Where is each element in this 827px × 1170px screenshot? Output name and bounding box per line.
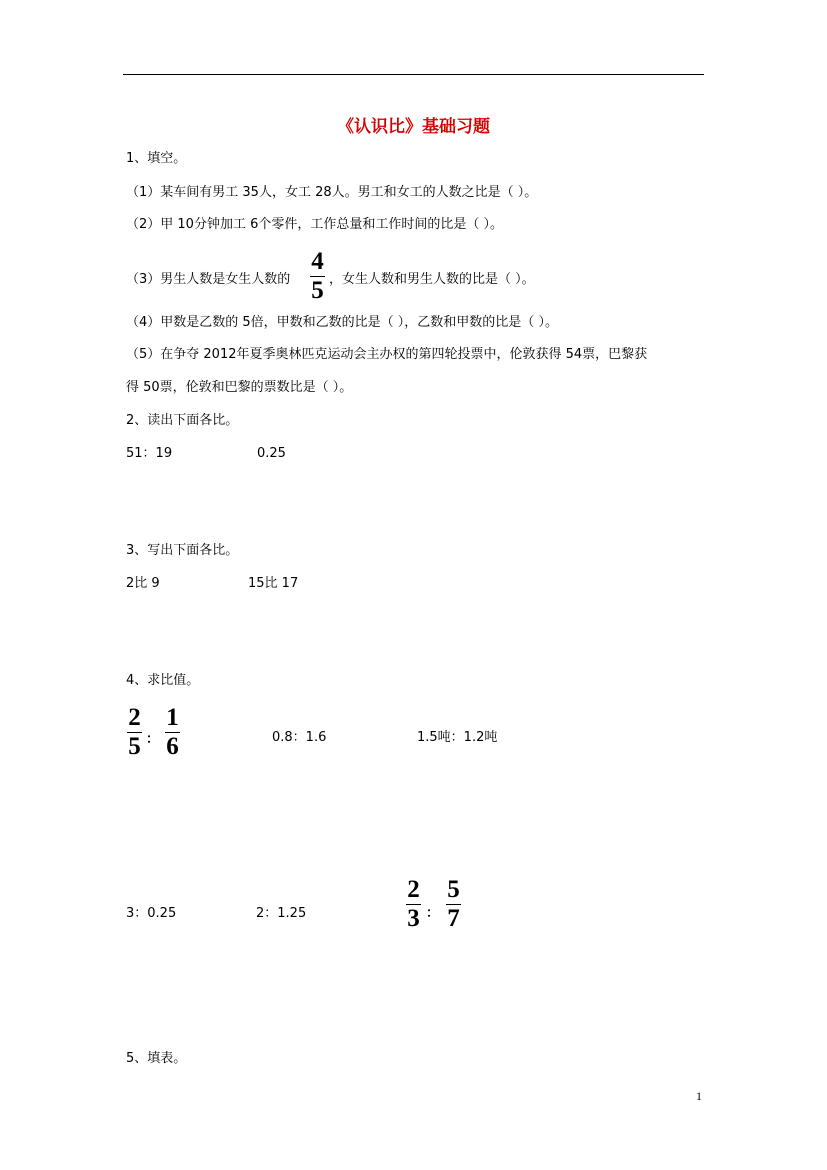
fraction-numerator: 4 bbox=[311, 248, 324, 275]
fraction-numerator: 5 bbox=[447, 876, 460, 903]
fraction-denominator: 5 bbox=[311, 277, 324, 304]
fraction-numerator: 1 bbox=[166, 704, 179, 731]
q4-row2-ratio-b: 2：1.25 bbox=[256, 906, 307, 921]
q1-item-3-prefix: （3）男生人数是女生人数的 bbox=[126, 272, 291, 287]
q4-row2-colon: ： bbox=[426, 906, 440, 921]
q4-row1-fraction-2 bbox=[165, 705, 180, 759]
q1-item-4: （4）甲数是乙数的 5倍，甲数和乙数的比是（ ），乙数和甲数的比是（ ）。 bbox=[126, 315, 558, 330]
fraction-denominator: 5 bbox=[128, 733, 141, 760]
q3-ratio-a: 2比 9 bbox=[126, 576, 160, 591]
fraction-numerator: 2 bbox=[407, 876, 420, 903]
page-number: 1 bbox=[696, 1089, 702, 1103]
q4-row1-fraction-1 bbox=[127, 705, 142, 759]
fraction-numerator: 2 bbox=[128, 704, 141, 731]
fraction-denominator: 7 bbox=[447, 905, 460, 932]
q2-ratio-b: 0.25 bbox=[257, 446, 286, 461]
q4-row2-fraction-1 bbox=[406, 877, 421, 931]
q3-heading: 3、写出下面各比。 bbox=[126, 543, 239, 558]
header-rule bbox=[123, 74, 704, 75]
q1-heading: 1、填空。 bbox=[126, 151, 187, 166]
q1-item-5-line2: 得 50票，伦敦和巴黎的票数比是（ ）。 bbox=[126, 380, 353, 395]
q2-ratio-a: 51：19 bbox=[126, 446, 173, 461]
q1-item-1: （1）某车间有男工 35人，女工 28人。男工和女工的人数之比是（ ）。 bbox=[126, 185, 538, 200]
fraction-denominator: 3 bbox=[407, 905, 420, 932]
fraction-denominator: 6 bbox=[166, 733, 179, 760]
q5-heading: 5、填表。 bbox=[126, 1051, 187, 1066]
q4-row2-fraction-2 bbox=[446, 877, 461, 931]
q2-heading: 2、读出下面各比。 bbox=[126, 413, 239, 428]
page-title: 《认识比》基础习题 bbox=[337, 117, 490, 137]
q1-item-3-fraction bbox=[310, 249, 325, 303]
q4-row1-ratio-c: 1.5吨：1.2吨 bbox=[417, 730, 498, 745]
q3-ratio-b: 15比 17 bbox=[248, 576, 299, 591]
q4-row1-colon: ： bbox=[146, 732, 160, 747]
q1-item-2: （2）甲 10分钟加工 6个零件，工作总量和工作时间的比是（ ）。 bbox=[126, 217, 503, 232]
q1-item-3-suffix: ，女生人数和男生人数的比是（ ）。 bbox=[329, 272, 535, 287]
q4-row1-ratio-b: 0.8：1.6 bbox=[272, 730, 327, 745]
q4-row2-ratio-a: 3：0.25 bbox=[126, 906, 177, 921]
q1-item-5-line1: （5）在争夺 2012年夏季奥林匹克运动会主办权的第四轮投票中，伦敦获得 54票，巴黎获 bbox=[126, 347, 648, 362]
q4-heading: 4、求比值。 bbox=[126, 673, 200, 688]
